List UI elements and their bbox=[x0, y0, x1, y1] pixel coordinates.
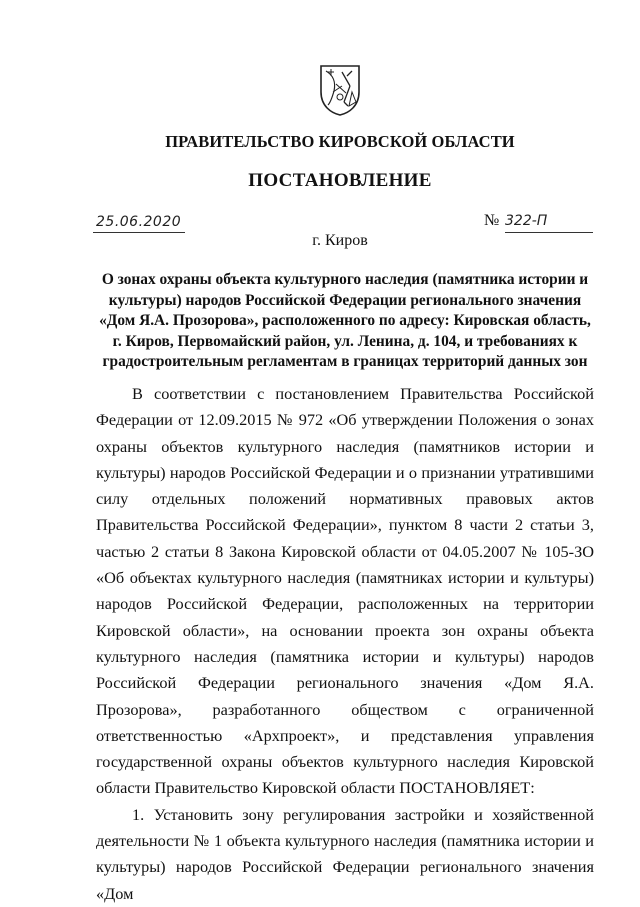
city: г. Киров bbox=[312, 232, 368, 249]
document-number: 322-П bbox=[505, 213, 548, 229]
government-name: ПРАВИТЕЛЬСТВО КИРОВСКОЙ ОБЛАСТИ bbox=[165, 132, 515, 151]
kirov-coat-of-arms-icon bbox=[318, 62, 362, 116]
number-label: № bbox=[484, 212, 500, 229]
document-type: ПОСТАНОВЛЕНИЕ bbox=[248, 170, 432, 191]
document-subject: О зонах охраны объекта культурного наследия (памятника истории и культуры) народов Российской Федерации регионального значения «Дом Я.А. Прозорова», расположенного по адресу: Кировская область, г. Киров, Первомайский район, ул. Ленина, д. 104, и требованиях к градостроительным регламентам в границах территорий данных зон bbox=[99, 271, 591, 370]
document-date: 25.06.2020 bbox=[96, 214, 182, 230]
document-body bbox=[96, 381, 594, 907]
preamble-paragraph: В соответствии с постановлением Правительства Российской Федерации от 12.09.2015 № 972 «Об утверждении Положения о зонах охраны объектов культурного наследия (памятников истории и культуры) народов Российской Федерации и о признании утратившими силу отдельных положений нормативных правовых актов Правительства Российской Федерации», пунктом 8 части 2 статьи 3, частью 2 статьи 8 Закона Кировской области от 04.05.2007 № 105-ЗО «Об объектах культурного наследия (памятниках истории и культуры) народов Российской Федерации, расположенных на территории Кировской области», на основании проекта зон охраны объекта культурного наследия (памятника истории и культуры) народов Российской Федерации регионального значения «Дом Я.А. Прозорова», разработанного обществом с ограниченной ответственностью «Архпроект», и представления управления государственной охраны объектов культурного наследия Кировской области Правительство Кировской области ПОСТАНОВЛЯЕТ: bbox=[96, 384, 594, 798]
item-1-paragraph: 1. Установить зону регулирования застройки и хозяйственной деятельности № 1 объекта культурного наследия (памятника истории и культуры) народов Российской Федерации регионального значения «Дом bbox=[96, 804, 594, 903]
